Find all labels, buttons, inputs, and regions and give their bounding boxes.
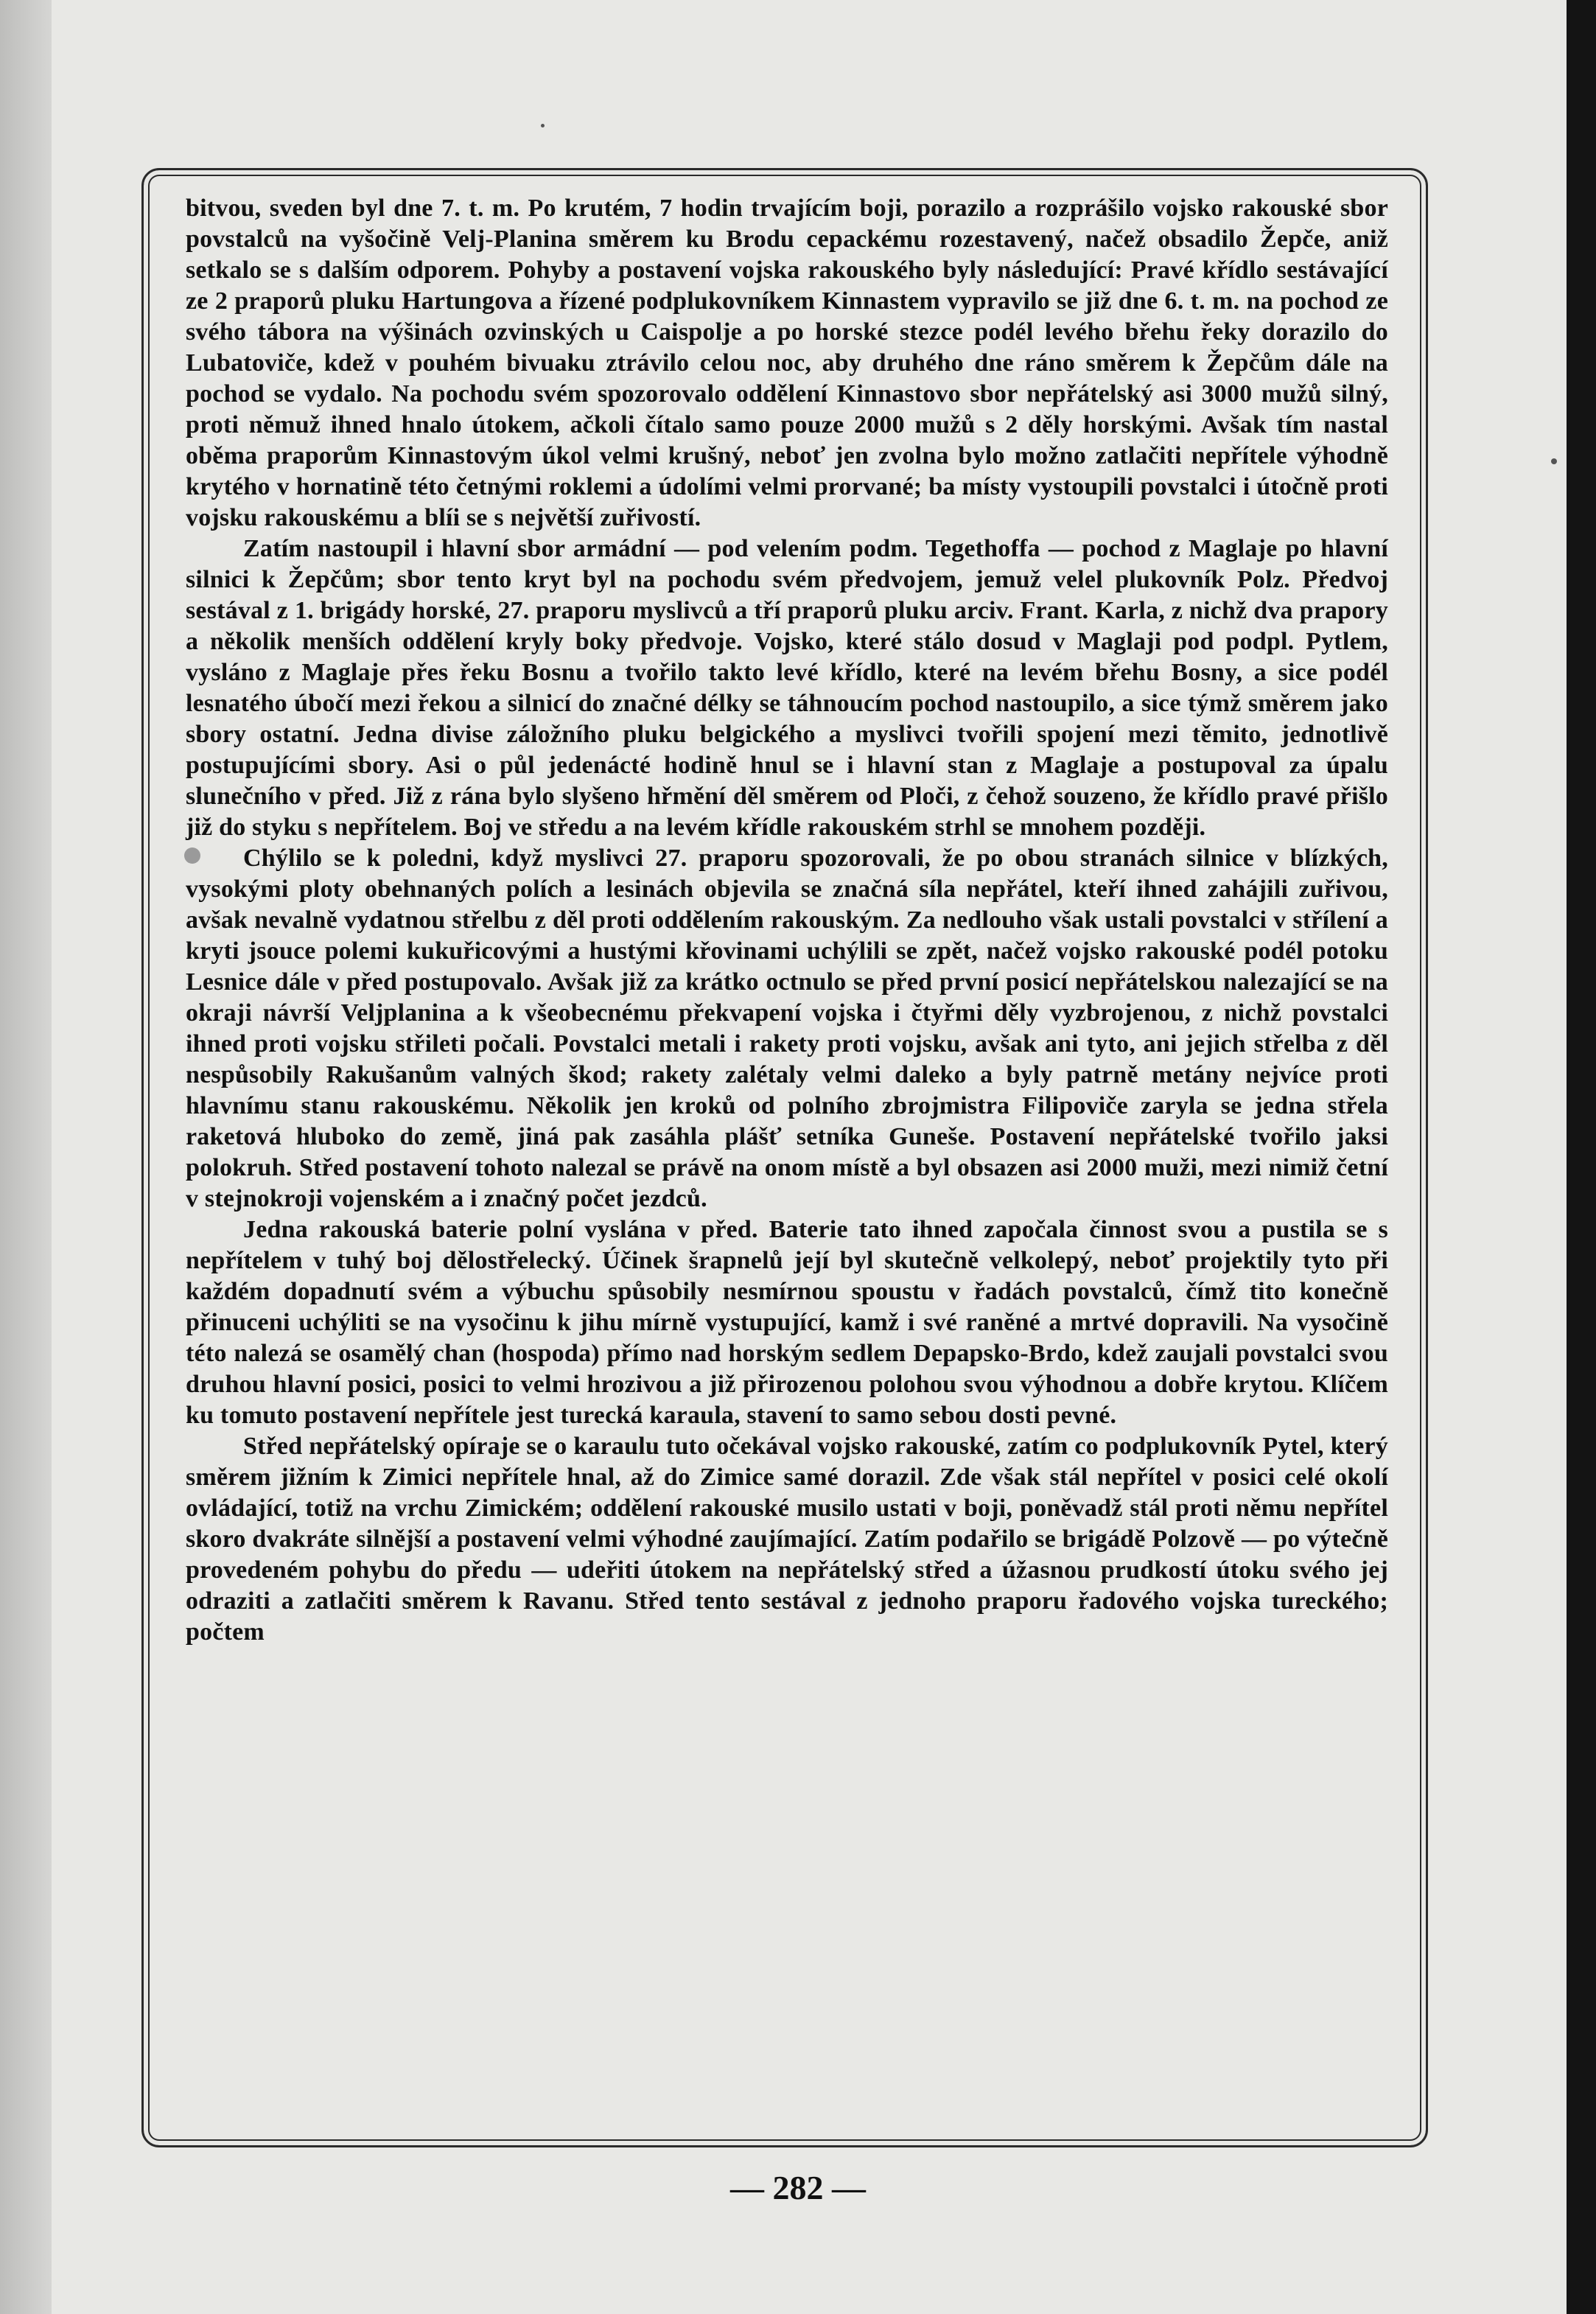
scan-speck bbox=[1551, 458, 1557, 464]
paragraph-5: Střed nepřátelský opíraje se o karaulu tuto očekával vojsko rakouské, zatím co podplukovník Pytel, který směrem jižním k Zimici nepřítele hnal, až do Zimice samé dorazil. Zde však stál nepřítel v posici celé okolí ovládající, totiž na vrchu Zimickém; oddělení rakouské musilo ustati v boji, poněvadž stál proti němu nepřítel skoro dvakráte silnější a postavení velmi výhodné zaujímající. Zatím podařilo se brigádě Polzově — po výtečně provedeném pohybu do předu — udeřiti útokem na nepřátelský střed a úžasnou prudkostí útoku svého jej odraziti a zatlačiti směrem k Ravanu. Střed tento sestával z jednoho praporu řadového vojska tureckého; počtem bbox=[186, 1433, 1388, 1646]
paragraph-1: bitvou, sveden byl dne 7. t. m. Po krutém, 7 hodin trvajícím boji, porazilo a rozprášilo vojsko rakouské sbor povstalců na vyšočině Velj-Planina směrem ku Brodu cepackému rozestavený, načež obsadilo Žepče, aniž setkalo se s dalším odporem. Pohyby a postavení vojska rakouského byly následující: Pravé křídlo sestávající ze 2 praporů pluku Hartungova a řízené podplukovníkem Kinnastem vypravilo se již dne 6. t. m. na pochod ze svého tábora na výšinách ozvinských u Caispolje a po horské stezce podél levého břehu řeky dorazilo do Lubatoviče, kdež v pouhém bivuaku ztrávilo celou noc, aby druhého dne ráno směrem k Žepčům dále na pochod se vydalo. Na pochodu svém spozorovalo oddělení Kinnastovo sbor nepřátelský asi 3000 mužů silný, proti němuž ihned hnalo útokem, ačkoli čítalo samo pouze 2000 mužů s 2 děly horskými. Avšak tím nastal oběma praporům Kinnastovým úkol velmi krušný, neboť jen zvolna bylo možno zatlačiti nepřítele výhodně krytého v hornatině této četnými roklemi a údolími velmi prorvané; ba místy vystoupili povstalci i útočně proti vojsku rakouskému a blíi se s největší zuřivostí. bbox=[186, 195, 1388, 531]
page-number: — 282 — bbox=[730, 2169, 866, 2206]
paragraph-3: Chýlilo se k poledni, když myslivci 27. praporu spozorovali, že po obou stranách silnice v blízkých, vysokými ploty obehnaných polích a lesinách objevila se značná síla nepřátel, kteří ihned zahájili zuřivou, avšak nevalně vydatnou střelbu z děl proti oddělením rakouským. Za nedlouho však ustali povstalci v střílení a kryti jsouce polemi kukuřicovými a hustými křovinami uchýlili se zpět, načež vojsko rakouské podél potoku Lesnice dále v před postupovalo. Avšak již za krátko octnulo se před první posicí nepřátelskou nalezající se na okraji návrší Veljplanina a k všeobecnému překvapení vojska i čtyřmi děly vyzbrojenou, z nichž povstalci ihned proti vojsku střileti počali. Povstalci metali i rakety proti vojsku, avšak ani tyto, ani jejich střelba z děl nespůsobily Rakušanům valných škod; rakety zalétaly velmi daleko a byly patrně metány nejvíce proti hlavnímu stanu rakouskému. Několik jen kroků od polního zbrojmistra Filipoviče zaryla se jedna střela raketová hluboko do země, jiná pak zasáhla plášť setníka Guneše. Postavení nepřátelské tvořilo jaksi polokruh. Střed postavení tohoto nalezal se právě na onom místě a byl obsazen asi 2000 muži, mezi nimiž četní v stejnokroji vojenském a i značný počet jezdců. bbox=[186, 845, 1388, 1212]
paragraph-2: Zatím nastoupil i hlavní sbor armádní — pod velením podm. Tegethoffa — pochod z Maglaje po hlavní silnici k Žepčům; sbor tento kryt byl na pochodu svém předvojem, jemuž velel plukovník Polz. Předvoj sestával z 1. brigády horské, 27. praporu myslivců a tří praporů pluku arciv. Frant. Karla, z nichž dva prapory a několik menších oddělení kryly boky předvoje. Vojsko, které stálo dosud v Maglaji pod podpl. Pytlem, vysláno z Maglaje přes řeku Bosnu a tvořilo takto levé křídlo, které na levém břehu Bosny, a sice podél lesnatého úbočí mezi řekou a silnicí do značné délky se táhnoucím pochod nastoupilo, a sice týmž směrem jako sbory ostatní. Jedna divise záložního pluku belgického a myslivci tvořili spojení mezi těmito, jednotlivě postupujícími sbory. Asi o půl jedenácté hodině hnul se i hlavní stan z Maglaje a postupoval za úpalu slunečního v před. Již z rána bylo slyšeno hřmění děl směrem od Ploči, z čehož souzeno, že křídlo pravé přišlo již do styku s nepřítelem. Boj ve středu a na levém křídle rakouském strhl se mnohem později. bbox=[186, 535, 1388, 841]
scan-speck bbox=[541, 124, 545, 127]
scan-speck bbox=[184, 847, 200, 864]
paragraph-4: Jedna rakouská baterie polní vyslána v před. Baterie tato ihned započala činnost svou a pustila se s nepřítelem v tuhý boj dělostřelecký. Účinek šrapnelů její byl skutečně velkolepý, neboť projektily tyto při každém dopadnutí svém a výbuchu spůsobily nesmírnou spoustu v řadách povstalců, čímž tito konečně přinuceni uchýliti se na vysočinu k jihu mírně vystupující, kamž i své raněné a mrtvé dopravili. Na vysočině této nalezá se osamělý chan (hospoda) přímo nad horským sedlem Depapsko-Brdo, kdež zaujali povstalci svou druhou hlavní posici, posici to velmi hrozivou a již přirozenou polohou svou výhodnou a dobře krytou. Klíčem ku tomuto postavení nepřítele jest turecká karaula, stavení to samo sebou dosti pevné. bbox=[186, 1216, 1388, 1429]
scan-margin-left bbox=[0, 0, 52, 2314]
scan-margin-right bbox=[1567, 0, 1596, 2314]
body-text bbox=[186, 193, 1388, 1648]
